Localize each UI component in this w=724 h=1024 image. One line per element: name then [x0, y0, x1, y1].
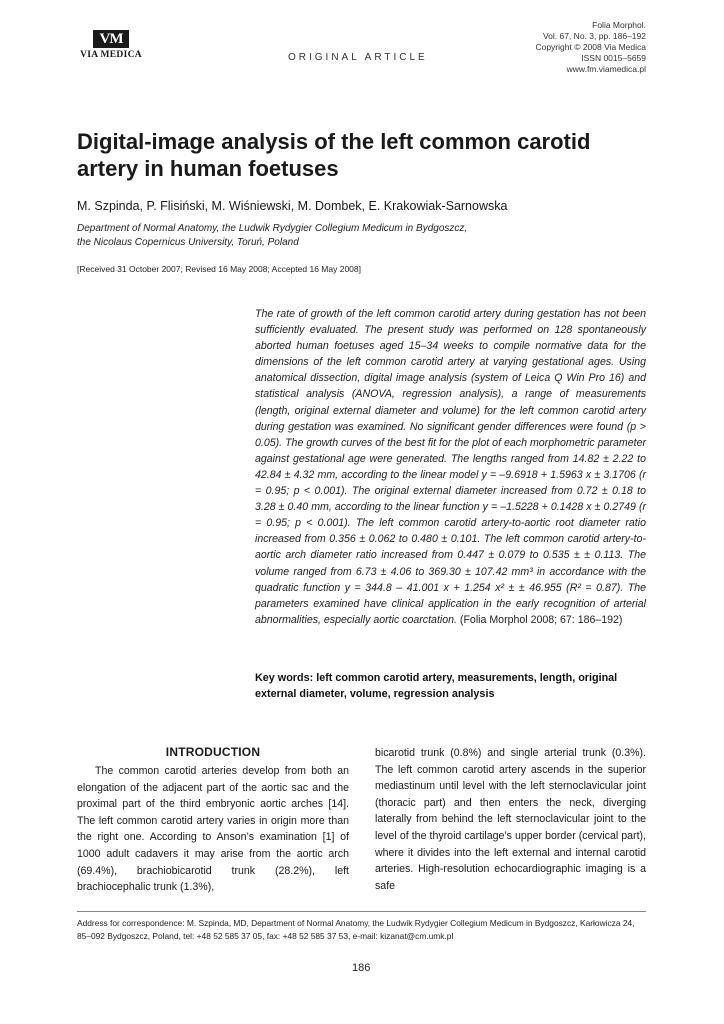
abstract: [255, 306, 646, 628]
journal-issn: ISSN 0015–5659: [581, 53, 646, 63]
affiliation-line: Department of Normal Anatomy, the Ludwik Rydygier Collegium Medicum in Bydgoszcz,: [77, 223, 468, 234]
journal-info: [535, 20, 646, 75]
correspondence-footnote: Address for correspondence: M. Szpinda, MD, Department of Normal Anatomy, the Ludwik Rydygier Collegium Medicum in Bydgoszcz, Karłowicza 24, 85–092 Bydgoszcz, Poland, tel: +48 52 585 37 05, fax: +48 52 585 37 53, e-mail: kizanat@cm.umk.pl: [77, 918, 635, 941]
publisher-name: VIA MEDICA: [80, 50, 142, 60]
body-paragraph: bicarotid trunk (0.8%) and single arterial trunk (0.3%). The left common carotid artery ascends in the superior mediastinum until level with the left sternoclavicular joint (thoracic part) and then enters the neck, diverging laterally from behind the left sternoclavicular joint to the level of the thyroid cartilage’s upper border (cervical part), where it divides into the left external and internal carotid arteries. High-resolution echocardiographic imaging is a safe: [375, 747, 646, 892]
abstract-citation: (Folia Morphol 2008; 67: 186–192): [459, 613, 623, 626]
journal-volume: Vol. 67, No. 3, pp. 186–192: [542, 31, 646, 41]
journal-url[interactable]: www.fm.viamedica.pl: [566, 64, 646, 74]
affiliation: [77, 222, 597, 250]
body-paragraph: The common carotid arteries develop from both an elongation of the adjacent part of the aortic sac and the proximal part of the third embryonic aortic arches [14]. The left common carotid artery varies in origin more than the right one. According to Anson’s examination [1] of 1000 adult cadavers it may arise from the aortic arch (69.4%), brachiobicarotid trunk (28.2%), left brachiocephalic trunk (1.3%),: [77, 765, 349, 894]
section-heading-introduction: INTRODUCTION: [165, 745, 261, 759]
body-column-right: [375, 745, 646, 894]
journal-name: Folia Morphol.: [592, 20, 646, 30]
journal-copyright: Copyright © 2008 Via Medica: [535, 42, 646, 52]
article-title: Digital-image analysis of the left common carotid artery in human foetuses: [77, 129, 591, 181]
footnote-divider: [77, 911, 646, 912]
page-number: 186: [352, 962, 371, 974]
received-dates: [Received 31 October 2007; Revised 16 May 2008; Accepted 16 May 2008]: [77, 264, 361, 274]
body-column-left: [77, 745, 349, 896]
author-list: M. Szpinda, P. Flisiński, M. Wiśniewski, M. Dombek, E. Krakowiak-Sarnowska: [77, 199, 508, 213]
article-type: ORIGINAL ARTICLE: [288, 52, 428, 63]
affiliation-line: the Nicolaus Copernicus University, Toruń, Poland: [77, 237, 299, 248]
keywords: Key words: left common carotid artery, measurements, length, original external diameter, volume, regression analysis: [255, 672, 618, 700]
logo-mark: VM: [93, 30, 129, 48]
abstract-text: The rate of growth of the left common carotid artery during gestation has not been sufficiently evaluated. The present study was performed on 128 spontaneously aborted human foetuses aged 15–34 weeks to compile normative data for the dimensions of the left common carotid artery at varying gestational ages. Using anatomical dissection, digital image analysis (system of Leica Q Win Pro 16) and statistical analysis (ANOVA, regression analysis), a range of measurements (length, original external diameter and volume) for the left common carotid artery during gestation was examined. No significant gender differences were found (p > 0.05). The growth curves of the best fit for the plot of each morphometric parameter against gestational age were generated. The lengths ranged from 14.82 ± 2.22 to 42.84 ± 4.32 mm, according to the linear model y = –9.6918 + 1.5963 x ± 3.1706 (r = 0.95; p < 0.001). The original external diameter increased from 0.72 ± 0.18 to 3.28 ± 0.40 mm, according to the linear function y = –1.5228 + 0.1428 x ± 0.2749 (r = 0.95; p < 0.001). The left common carotid artery-to-aortic root diameter ratio increased from 0.356 ± 0.062 to 0.480 ± 0.101. The left common carotid artery-to-aortic arch diameter ratio increased from 0.447 ± 0.079 to 0.535 ± ± 0.113. The volume ranged from 6.73 ± 4.06 to 369.30 ± 107.42 mm³ in accordance with the quadratic function y = 344.8 – 41.001 x + 1.254 x² ± ± 46.955 (R² = 0.87). The parameters examined have clinical application in the early recognition of arterial abnormalities, especially aortic coarctation.: [255, 308, 646, 626]
publisher-logo: [77, 30, 145, 60]
